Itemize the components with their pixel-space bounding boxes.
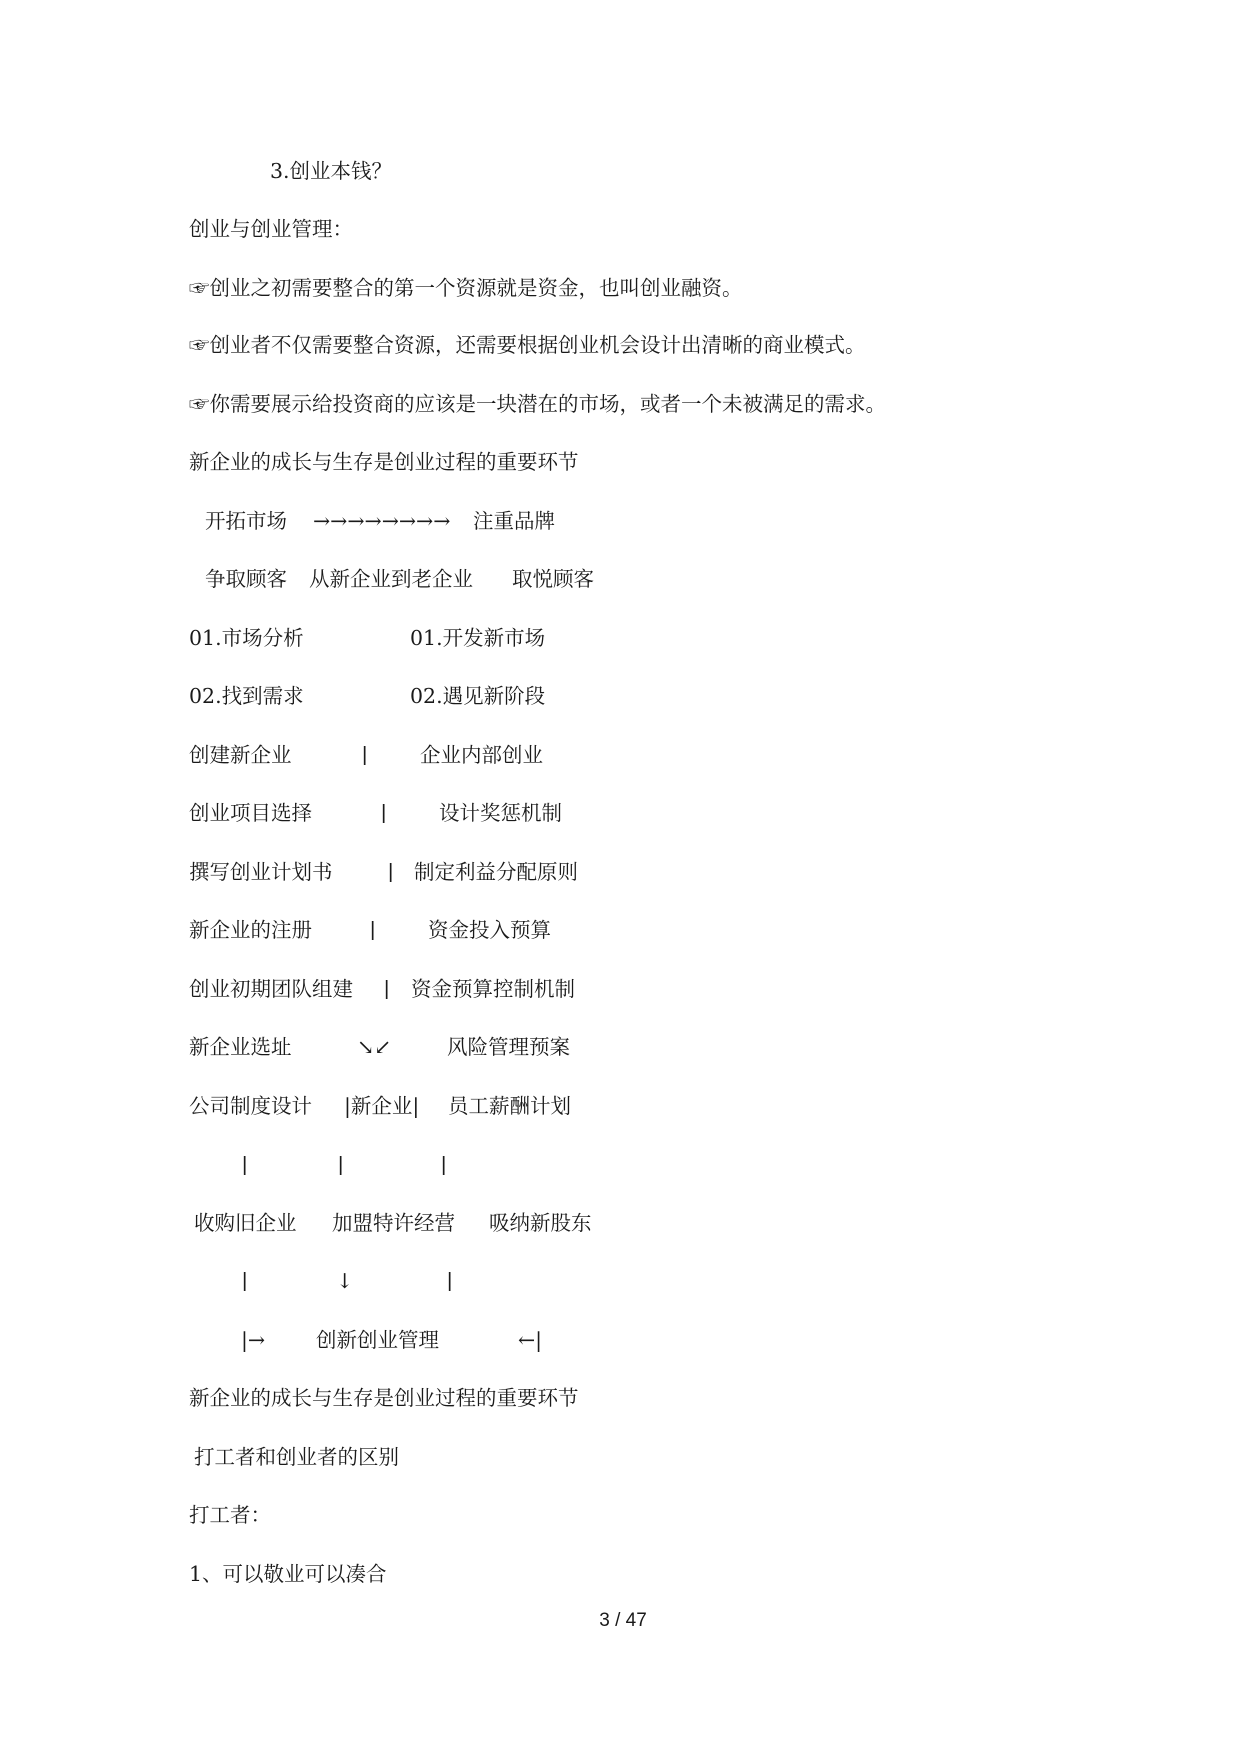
divider-bar: |	[384, 977, 390, 1000]
bullet-line	[0, 331, 1241, 359]
right-arrow-connector: |→	[241, 1328, 266, 1352]
diagram-row-01	[0, 624, 1241, 652]
diagram-label-left: 收购旧企业	[194, 1211, 297, 1235]
diagram-label-left: 撰写创业计划书	[189, 860, 333, 884]
down-arrow: ↓	[336, 1269, 354, 1293]
diagram-label-left: 新企业的注册	[189, 918, 312, 942]
diagram-row	[0, 1033, 1241, 1061]
diagram-label-right: 设计奖惩机制	[439, 801, 562, 825]
divider-bar: |	[388, 860, 394, 883]
diagram-label-center: 加盟特许经营	[332, 1211, 455, 1235]
list-item-line	[0, 1560, 1241, 1588]
comparison-title-line	[0, 1443, 1241, 1471]
diagram-label-left: 开拓市场	[205, 509, 287, 533]
diagram-row	[0, 1209, 1241, 1237]
diagram-row	[0, 858, 1241, 886]
connector-bar: |	[441, 1153, 447, 1176]
bullet-point: ☞创业者不仅需要整合资源，还需要根据创业机会设计出清晰的商业模式。	[189, 333, 866, 357]
connector-bar: |	[338, 1153, 344, 1176]
bullet-point: ☞创业之初需要整合的第一个资源就是资金，也叫创业融资。	[189, 276, 743, 300]
diagram-result-node: 创新创业管理	[316, 1328, 439, 1352]
diagram-label-right: 资金预算控制机制	[411, 977, 575, 1001]
diagram-label-right: 风险管理预案	[447, 1035, 570, 1059]
comparison-title: 打工者和创业者的区别	[194, 1445, 399, 1469]
connector-bar: |	[242, 1269, 248, 1292]
connector-bar: |	[447, 1269, 453, 1292]
page-number: 3 / 47	[599, 1610, 647, 1631]
diagram-connector-row	[0, 1267, 1241, 1295]
diagram-row	[0, 741, 1241, 769]
diagram-label-center: 从新企业到老企业	[309, 567, 473, 591]
diagram-label-right: 企业内部创业	[420, 743, 543, 767]
diagram-label-right: 注重品牌	[473, 509, 555, 533]
diagram-label-left: 公司制度设计	[189, 1094, 312, 1118]
diagram-label-right: 资金投入预算	[428, 918, 551, 942]
diagram-label-right: 制定利益分配原则	[414, 860, 578, 884]
section-title-line	[0, 215, 1241, 243]
diagram-label-left: 创业初期团队组建	[189, 977, 353, 1001]
diagram-label-left: 创建新企业	[189, 743, 292, 767]
statement-text: 新企业的成长与生存是创业过程的重要环节	[189, 1386, 579, 1410]
statement-line	[0, 1384, 1241, 1412]
diagram-center-node: |新企业|	[344, 1094, 420, 1118]
diagram-label-left: 争取顾客	[205, 567, 287, 591]
bullet-line	[0, 274, 1241, 302]
converging-arrows: ↘↙	[357, 1035, 392, 1059]
list-item: 1、可以敬业可以凑合	[189, 1562, 387, 1586]
connector-bar: |	[242, 1153, 248, 1176]
statement-line	[0, 448, 1241, 476]
diagram-label-left: 新企业选址	[189, 1035, 292, 1059]
diagram-row-customer	[0, 565, 1241, 593]
subheading: 3.创业本钱？	[270, 159, 393, 183]
diagram-row	[0, 1326, 1241, 1354]
diagram-row	[0, 1092, 1241, 1120]
diagram-label-left: 02.找到需求	[189, 684, 304, 708]
diagram-label-right: 01.开发新市场	[410, 626, 546, 650]
worker-label-line	[0, 1501, 1241, 1529]
diagram-row	[0, 975, 1241, 1003]
bullet-point: ☞你需要展示给投资商的应该是一块潜在的市场，或者一个未被满足的需求。	[189, 392, 886, 416]
subheading-line	[0, 157, 1241, 185]
diagram-label-right: 02.遇见新阶段	[410, 684, 546, 708]
left-arrow-connector: ←|	[518, 1328, 543, 1352]
diagram-connector-row	[0, 1151, 1241, 1179]
divider-bar: |	[362, 743, 368, 766]
section-title: 创业与创业管理：	[189, 217, 353, 241]
diagram-row-market	[0, 507, 1241, 535]
worker-label: 打工者：	[189, 1503, 271, 1527]
statement-text: 新企业的成长与生存是创业过程的重要环节	[189, 450, 579, 474]
diagram-row	[0, 916, 1241, 944]
divider-bar: |	[381, 801, 387, 824]
bullet-line	[0, 390, 1241, 418]
diagram-label-right: 取悦顾客	[512, 567, 594, 591]
arrow-chain: →→→→→→→→	[313, 509, 451, 533]
divider-bar: |	[370, 918, 376, 941]
diagram-row-02	[0, 682, 1241, 710]
diagram-label-right: 吸纳新股东	[489, 1211, 592, 1235]
diagram-label-left: 01.市场分析	[189, 626, 304, 650]
diagram-label-right: 员工薪酬计划	[448, 1094, 571, 1118]
diagram-row	[0, 799, 1241, 827]
diagram-label-left: 创业项目选择	[189, 801, 312, 825]
